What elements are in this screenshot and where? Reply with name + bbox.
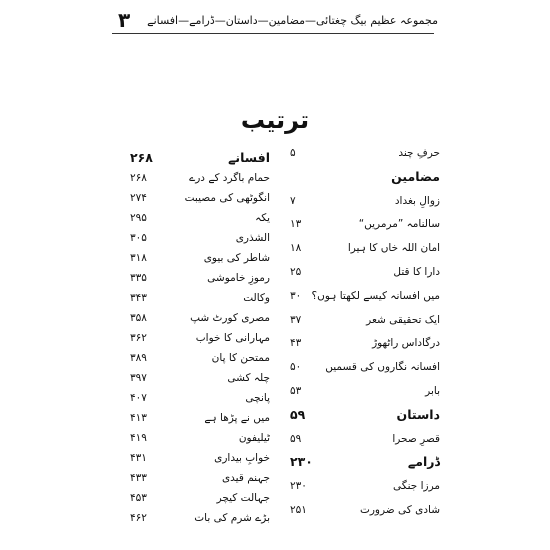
toc-entry-title: دارا کا قتل <box>393 266 440 278</box>
toc-entry <box>130 409 270 427</box>
toc-entry <box>290 239 440 257</box>
toc-entry-title: جہالت کیچر <box>216 492 270 504</box>
toc-entry-title: ممتحن کا پان <box>211 352 270 364</box>
toc-section-heading <box>290 453 440 471</box>
toc-entry-page: ۳۳۵ <box>130 272 147 284</box>
toc-entry <box>130 389 270 407</box>
toc-entry-page: ۷ <box>290 194 296 207</box>
toc-entry <box>290 144 440 162</box>
toc-entry-title: بابر <box>425 385 440 397</box>
toc-section-heading <box>290 406 440 424</box>
toc-entry-page: ۲۵۱ <box>290 504 307 516</box>
toc-entry-page: ۴۱۹ <box>130 432 147 444</box>
toc-entry-title: رموزِ خاموشی <box>207 272 270 284</box>
toc-entry-page: ۵ <box>290 147 296 159</box>
toc-entry <box>130 269 270 287</box>
toc-entry-page: ۳۰ <box>290 289 302 302</box>
toc-entry-page: ۳۷ <box>290 313 302 326</box>
toc-entry-page: ۳۹۷ <box>130 372 147 384</box>
toc-entry-page: ۲۳۰ <box>290 480 307 493</box>
toc-entry-title: جہنم قیدی <box>221 472 270 484</box>
toc-entry-title: امان اللہ خاں کا ہیرا <box>347 242 440 255</box>
toc-entry-page: ۲۶۸ <box>130 172 147 184</box>
toc-entry-title: حمام باگرد کے درے <box>189 172 270 184</box>
toc-entry <box>130 349 270 367</box>
toc-entry <box>130 369 270 387</box>
toc-entry <box>130 249 270 267</box>
toc-entry-title: مصری کورٹ شپ <box>190 312 270 324</box>
toc-entry <box>130 429 270 447</box>
toc-entry-title: انگوٹھی کی مصیبت <box>184 192 270 204</box>
toc-entry <box>130 209 270 227</box>
toc-entry <box>290 358 440 376</box>
toc-entry <box>130 229 270 247</box>
toc-entry-page: ۲۶۸ <box>130 150 153 165</box>
toc-entry-title: مضامین <box>391 168 440 184</box>
toc-entry <box>290 382 440 400</box>
toc-entry-page: ۵۳ <box>290 385 302 397</box>
toc-entry <box>130 489 270 507</box>
toc-entry-title: شادی کی ضرورت <box>359 504 440 516</box>
toc-entry-page: ۴۳ <box>290 337 302 350</box>
toc-entry <box>290 287 440 305</box>
toc-entry <box>130 509 270 527</box>
toc-entry <box>130 329 270 347</box>
toc-entry-page: ۱۸ <box>290 242 302 255</box>
page-title: ترتیب <box>240 106 310 134</box>
toc-section-heading <box>130 149 270 167</box>
toc-entry-page: ۴۳۱ <box>130 452 147 464</box>
toc-entry <box>290 501 440 519</box>
toc-entry-page: ۳۰۵ <box>130 232 147 244</box>
toc-entry-title: شاطر کی بیوی <box>203 252 270 264</box>
toc-entry-title: میں نے پڑھا ہے <box>204 412 270 424</box>
toc-entry-page: ۲۵ <box>290 266 302 278</box>
toc-entry-title: وکالت <box>243 292 270 304</box>
toc-entry <box>290 334 440 352</box>
toc-entry <box>290 192 440 210</box>
toc-entry-page: ۳۶۲ <box>130 332 147 344</box>
toc-entry-page: ۲۹۵ <box>130 212 147 224</box>
toc-entry-title: بڑے شرم کی بات <box>194 512 270 524</box>
toc-entry <box>290 311 440 329</box>
toc-section-heading <box>290 168 440 186</box>
toc-entry-title: ڈرامے <box>407 454 440 470</box>
toc-entry <box>290 215 440 233</box>
toc-entry-page: ۳۱۸ <box>130 252 147 264</box>
header-rule <box>112 33 434 34</box>
toc-entry-title: ٹیلیفون <box>238 432 270 444</box>
toc-entry-title: خوابِ بیداری <box>214 452 270 464</box>
running-title: مجموعہ عظیم بیگ چغتائی—مضامین—داستان—ڈرامے—افسانے <box>147 14 438 27</box>
toc-entry-title: مہارانی کا خواب <box>195 332 270 344</box>
toc-entry-title: مرزا جنگی <box>393 480 440 493</box>
toc-entry-page: ۵۹ <box>290 406 306 422</box>
toc-entry-title: قصرِ صحرا <box>392 432 440 445</box>
toc-entry-title: افسانہ نگاروں کی قسمیں <box>325 361 440 374</box>
toc-entry-title: الشذری <box>235 232 270 244</box>
toc-entry-title: چلہ کشی <box>227 372 270 384</box>
toc-entry-title: زوالِ بغداد <box>394 194 440 207</box>
toc-entry-title: حرفِ چند <box>398 147 440 159</box>
toc-entry <box>130 309 270 327</box>
toc-entry-page: ۵۰ <box>290 361 302 374</box>
toc-entry-page: ۴۰۷ <box>130 392 147 404</box>
toc-entry-title: افسانے <box>228 150 270 165</box>
toc-entry <box>290 263 440 281</box>
toc-entry-page: ۲۷۴ <box>130 192 147 204</box>
toc-entry-title: یکہ <box>255 212 270 224</box>
toc-entry-page: ۳۸۹ <box>130 352 147 364</box>
toc-entry-page: ۴۱۳ <box>130 412 147 424</box>
toc-entry-title: سالنامہ ”مرمریں“ <box>358 218 440 231</box>
toc-entry-page: ۴۶۲ <box>130 512 147 524</box>
toc-entry-title: میں افسانہ کیسے لکھتا ہوں؟ <box>311 289 440 302</box>
toc-entry-page: ۳۵۸ <box>130 312 147 324</box>
toc-entry <box>290 477 440 495</box>
toc-entry <box>130 289 270 307</box>
toc-entry <box>130 169 270 187</box>
toc-entry-page: ۵۹ <box>290 432 302 445</box>
toc-entry-title: پانچی <box>245 392 270 404</box>
toc-entry <box>130 189 270 207</box>
toc-entry <box>130 449 270 467</box>
toc-entry-page: ۲۳۰ <box>290 454 313 470</box>
toc-entry <box>290 430 440 448</box>
toc-entry-page: ۴۳۳ <box>130 472 147 484</box>
toc-entry <box>130 469 270 487</box>
toc-entry-title: داستان <box>396 406 440 422</box>
page-number: ۳ <box>118 8 131 32</box>
toc-entry-page: ۳۴۳ <box>130 292 147 304</box>
toc-entry-page: ۴۵۳ <box>130 492 147 504</box>
toc-entry-title: ایک تحقیقی شعر <box>366 313 440 326</box>
toc-entry-title: درگاداس راٹھوڑ <box>372 337 440 350</box>
toc-entry-page: ۱۳ <box>290 218 302 231</box>
